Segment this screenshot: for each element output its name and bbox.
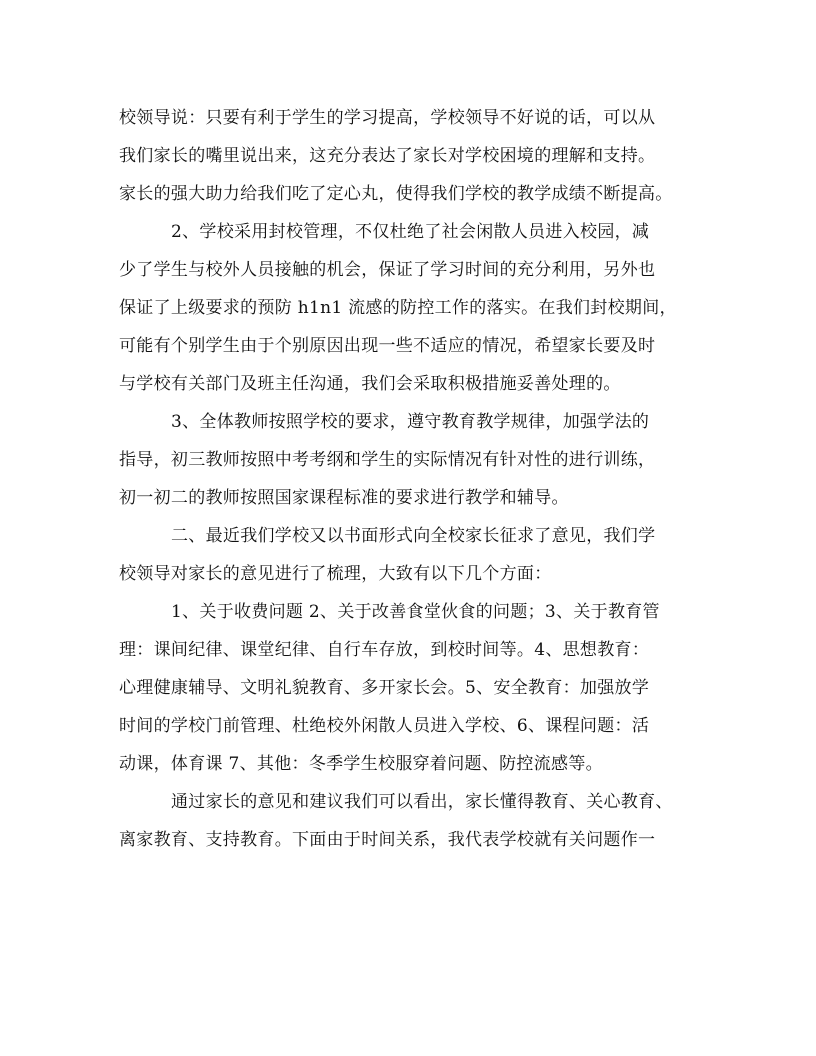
text-line: 我们家长的嘴里说出来，这充分表达了家长对学校困境的理解和支持。 bbox=[119, 146, 656, 166]
text-line: 心理健康辅导、文明礼貌教育、多开家长会。5、安全教育：加强放学 bbox=[119, 678, 650, 698]
text-line: 校领导对家长的意见进行了梳理，大致有以下几个方面： bbox=[119, 564, 552, 584]
text-line: 保证了上级要求的预防 h1n1 流感的防控工作的落实。在我们封校期间， bbox=[119, 298, 677, 318]
paragraph-first-line: 二、最近我们学校又以书面形式向全校家长征求了意见，我们学 bbox=[171, 526, 656, 546]
text-line: 少了学生与校外人员接触的机会，保证了学习时间的充分利用，另外也 bbox=[119, 260, 656, 280]
text-line: 时间的学校门前管理、杜绝校外闲散人员进入学校、6、课程问题：活 bbox=[119, 716, 650, 736]
text-line: 家长的强大助力给我们吃了定心丸，使得我们学校的教学成绩不断提高。 bbox=[119, 184, 673, 204]
text-line: 离家教育、支持教育。下面由于时间关系，我代表学校就有关问题作一 bbox=[119, 830, 656, 850]
paragraph-first-line: 2、学校采用封校管理，不仅杜绝了社会闲散人员进入校园，减 bbox=[171, 222, 650, 242]
paragraph-first-line: 1、关于收费问题 2、关于改善食堂伙食的问题；3、关于教育管 bbox=[171, 602, 660, 622]
text-line: 初一初二的教师按照国家课程标准的要求进行教学和辅导。 bbox=[119, 488, 569, 508]
paragraph-first-line: 通过家长的意见和建议我们可以看出，家长懂得教育、关心教育、 bbox=[171, 792, 673, 812]
paragraph-first-line: 3、全体教师按照学校的要求，遵守教育教学规律，加强学法的 bbox=[171, 412, 650, 432]
text-line: 可能有个别学生由于个别原因出现一些不适应的情况，希望家长要及时 bbox=[119, 336, 656, 356]
text-line: 与学校有关部门及班主任沟通，我们会采取积极措施妥善处理的。 bbox=[119, 374, 621, 394]
body-text bbox=[119, 99, 699, 859]
text-line: 校领导说：只要有利于学生的学习提高，学校领导不好说的话，可以从 bbox=[119, 108, 656, 128]
text-line: 理：课间纪律、课堂纪律、自行车存放，到校时间等。4、思想教育： bbox=[119, 640, 650, 660]
text-line: 动课，体育课 7、其他：冬季学生校服穿着问题、防控流感等。 bbox=[119, 754, 603, 774]
text-line: 指导，初三教师按照中考考纲和学生的实际情况有针对性的进行训练， bbox=[119, 450, 656, 470]
